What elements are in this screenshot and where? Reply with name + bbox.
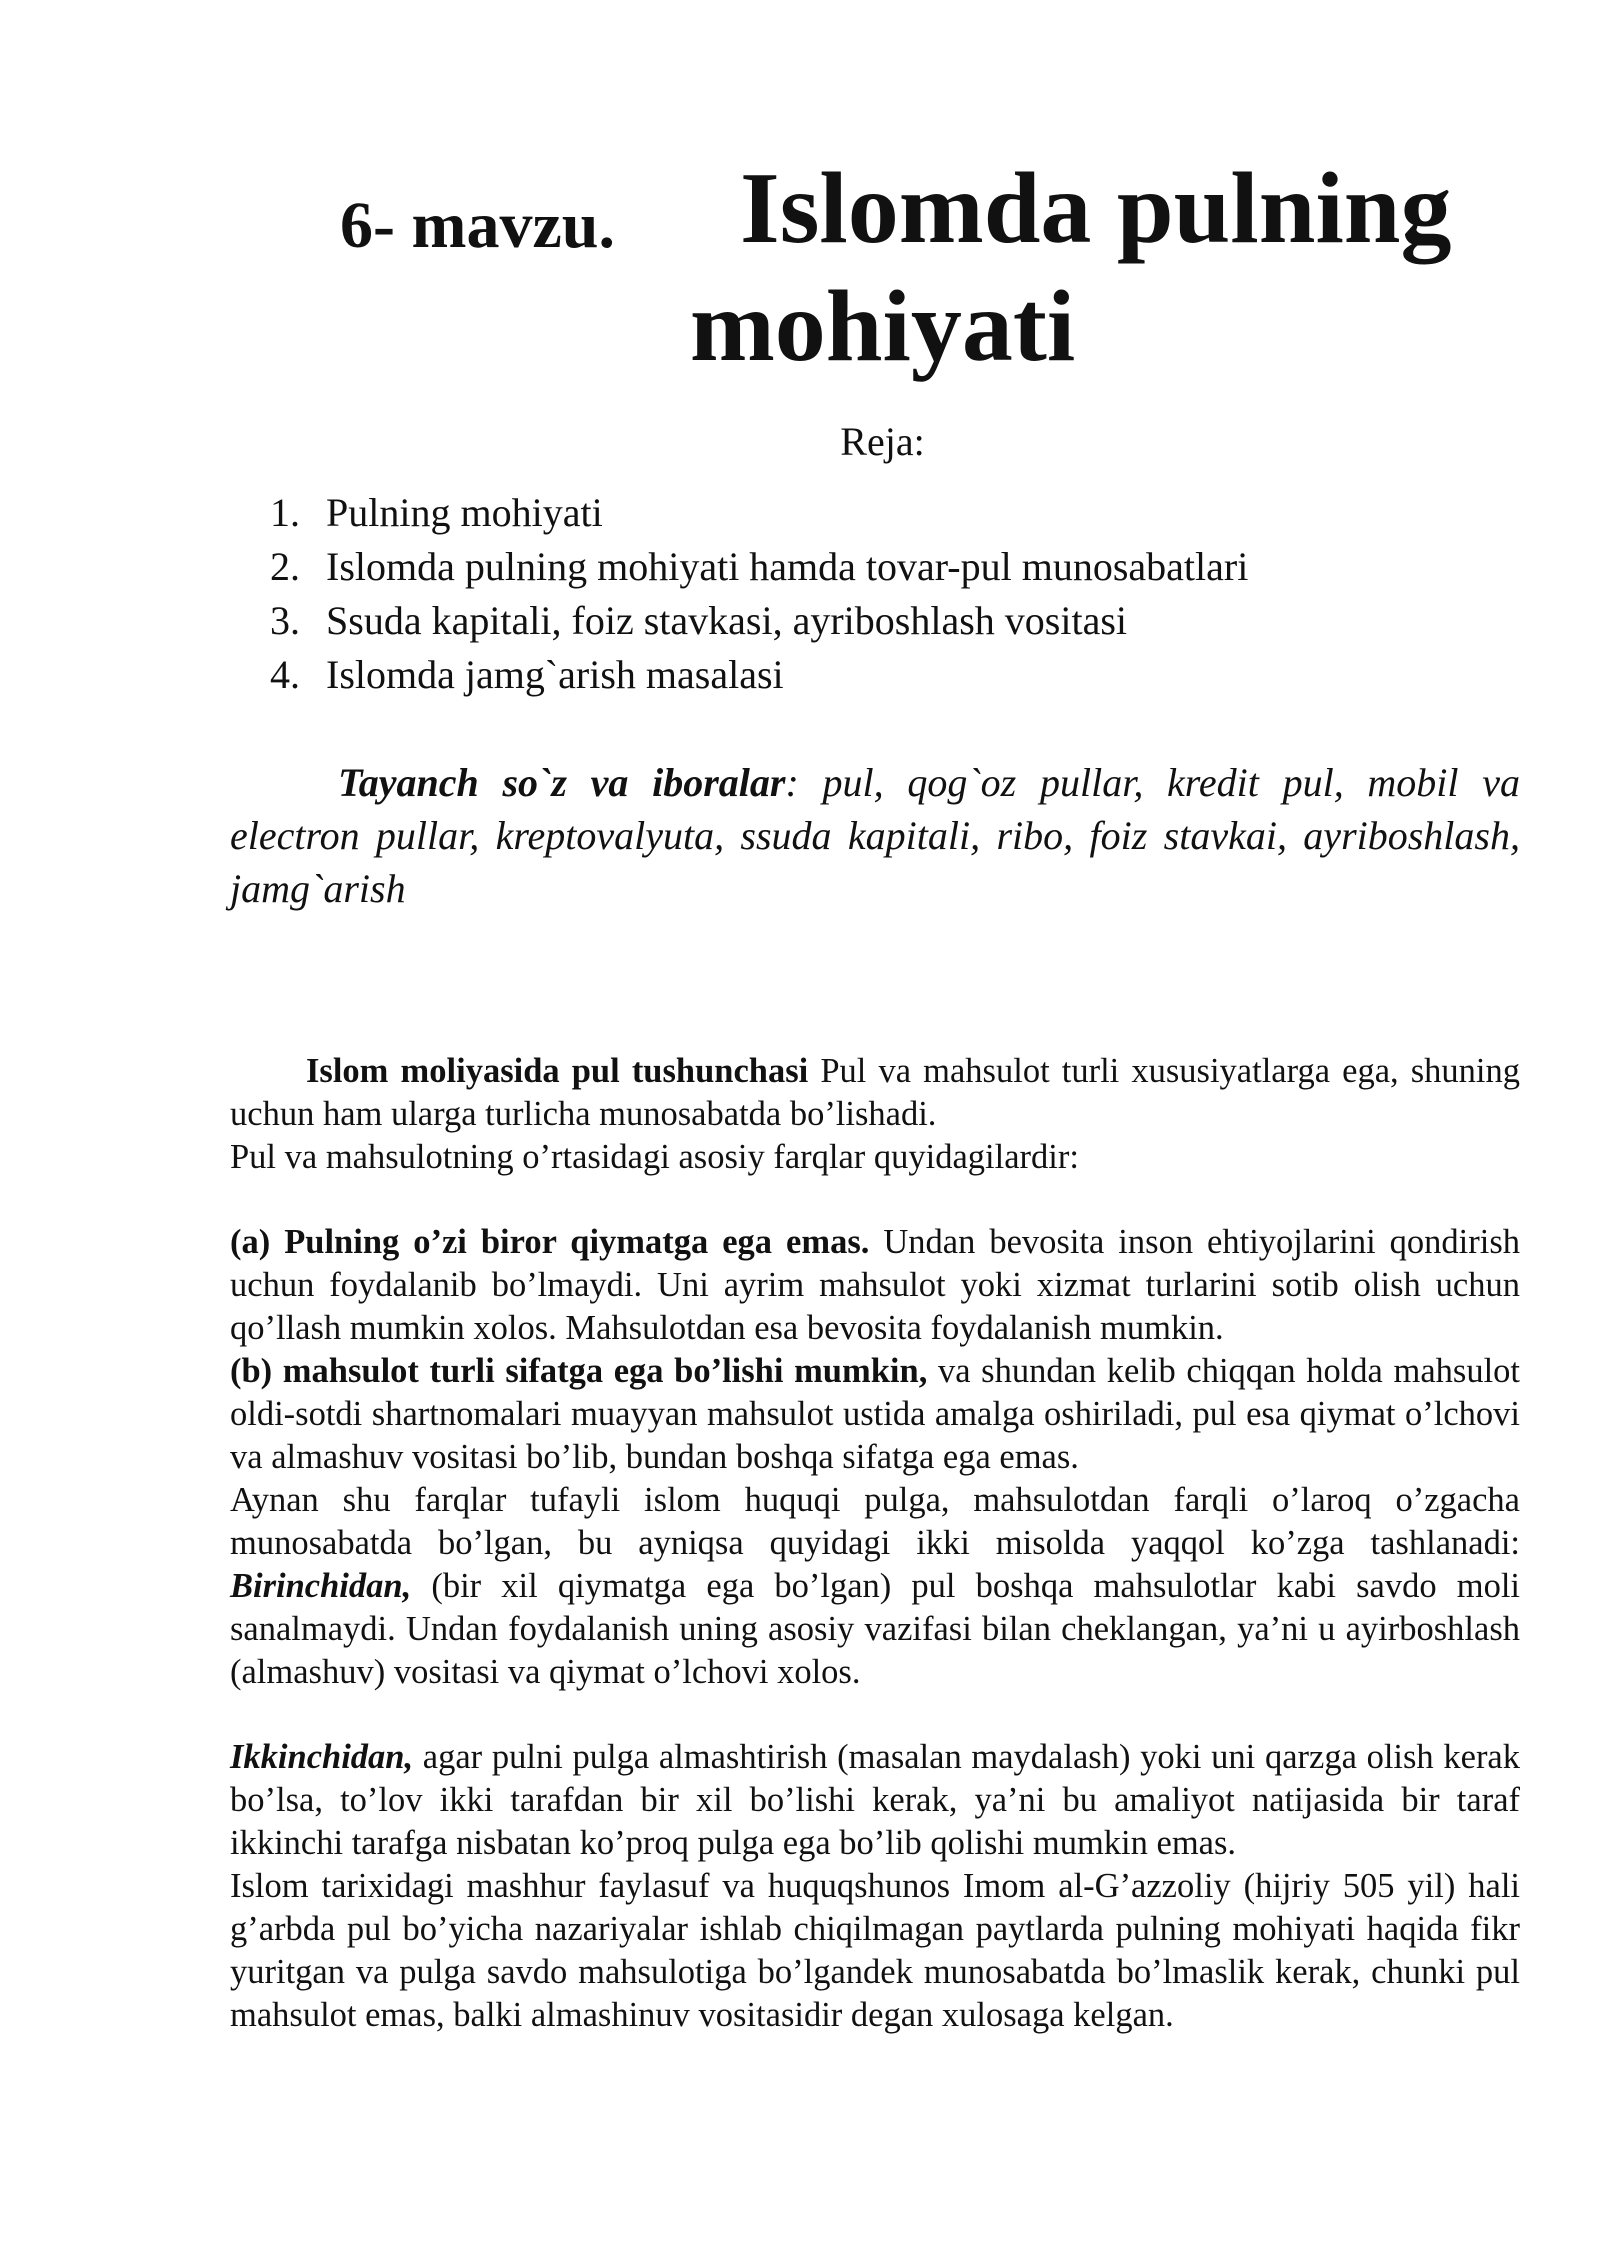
plan-heading: Reja: [840, 419, 925, 464]
paragraph-text: Undan bevosita inson ehtiyojlarini qondirish uchun foydalanib bo’lmaydi. Uni ayrim mahsulot yoki xizmat turlarini sotib olish uchun qo’llash mumkin xolos. Mahsulotdan esa bevosita foydalanish mumkin. [230, 1223, 1520, 1347]
paragraph-point-b [230, 1350, 1520, 1479]
paragraph-first [230, 1479, 1520, 1694]
paragraph-text: Aynan shu farqlar tufayli islom huquqi pulga, mahsulotdan farqli o’laroq o’zgacha munosabatda bo’lgan, bu ayniqsa quyidagi ikki misolda yaqqol ko’zga tashlanadi: [230, 1481, 1520, 1562]
plan-item [270, 648, 1248, 702]
paragraph-ghazali: Islom tarixidagi mashhur faylasuf va huquqshunos Imom al-G’azzoliy (hijriy 505 yil) hali g’arbda pul bo’yicha nazariyalar ishlab chiqilmagan paytlarda pulning mohiyati haqida fikr yuritgan va pulga savdo mahsulotiga bo’lgandek munosabatda bo’lmaslik kerak, chunki pul mahsulot emas, balki almashinuv vositasidir degan xulosaga kelgan. [230, 1867, 1520, 2034]
plan-item-number: 1. [270, 490, 300, 535]
plan-item [270, 540, 1248, 594]
keywords-list: : pul, qog`oz pullar, kredit pul, mobil va electron pullar, kreptovalyuta, ssuda kapitali, ribo, foiz stavkai, ayriboshlash, jamg`arish [230, 760, 1520, 911]
plan-item-text: Islomda jamg`arish masalasi [326, 652, 784, 697]
second-heading: Ikkinchidan, [230, 1738, 414, 1776]
plan-item-text: Islomda pulning mohiyati hamda tovar-pul munosabatlari [326, 544, 1249, 589]
page-title-line1: Islomda pulning [740, 152, 1452, 265]
page-title-line2: mohiyati [689, 270, 1076, 383]
paragraph-point-a [230, 1221, 1520, 1350]
plan-item-number: 4. [270, 652, 300, 697]
keywords-label: Tayanch so`z va iboralar [338, 760, 786, 805]
paragraph-text: va shundan kelib chiqqan holda mahsulot oldi-sotdi shartnomalari muayyan mahsulot ustida amalga oshiriladi, pul esa qiymat o’lchovi va almashuv vositasi bo’lib, bundan boshqa sifatga ega emas. [230, 1352, 1520, 1476]
body-text [230, 1050, 1520, 2037]
keywords-paragraph [230, 756, 1520, 915]
paragraph-text: agar pulni pulga almashtirish (masalan maydalash) yoki uni qarzga olish kerak bo’lsa, to’lov ikki tarafdan bir xil bo’lishi kerak, ya’ni bu amaliyot natijasida bir taraf ikkinchi tarafga nisbatan ko’proq pulga ega bo’lib qolishi mumkin emas. [230, 1738, 1520, 1862]
point-a-heading: (a) Pulning o’zi biror qiymatga ega emas. [230, 1223, 870, 1261]
paragraph-differences: Pul va mahsulotning o’rtasidagi asosiy farqlar quyidagilardir: [230, 1138, 1079, 1176]
paragraph-text: Pul va mahsulot turli xususiyatlarga ega, shuning uchun ham ularga turlicha munosabatda bo’lishadi. [230, 1052, 1521, 1133]
paragraph-second [230, 1736, 1520, 1865]
plan-item [270, 594, 1248, 648]
plan-list [270, 486, 1248, 702]
plan-item-number: 3. [270, 598, 300, 643]
paragraph-intro [230, 1050, 1520, 1136]
section-heading: Islom moliyasida pul tushunchasi [306, 1052, 809, 1090]
first-heading: Birinchidan, [230, 1567, 412, 1605]
plan-item-text: Pulning mohiyati [326, 490, 603, 535]
title-row [0, 150, 1600, 270]
plan-item-number: 2. [270, 544, 300, 589]
paragraph-text: (bir xil qiymatga ega bo’lgan) pul boshqa mahsulotlar kabi savdo moli sanalmaydi. Undan foydalanish uning asosiy vazifasi bilan cheklangan, ya’ni u ayirboshlash (almashuv) vositasi va qiymat o’lchovi xolos. [230, 1567, 1520, 1691]
point-b-heading: (b) mahsulot turli sifatga ega bo’lishi mumkin, [230, 1352, 928, 1390]
plan-item [270, 486, 1248, 540]
topic-number: 6- mavzu. [340, 189, 615, 262]
plan-item-text: Ssuda kapitali, foiz stavkasi, ayriboshlash vositasi [326, 598, 1127, 643]
